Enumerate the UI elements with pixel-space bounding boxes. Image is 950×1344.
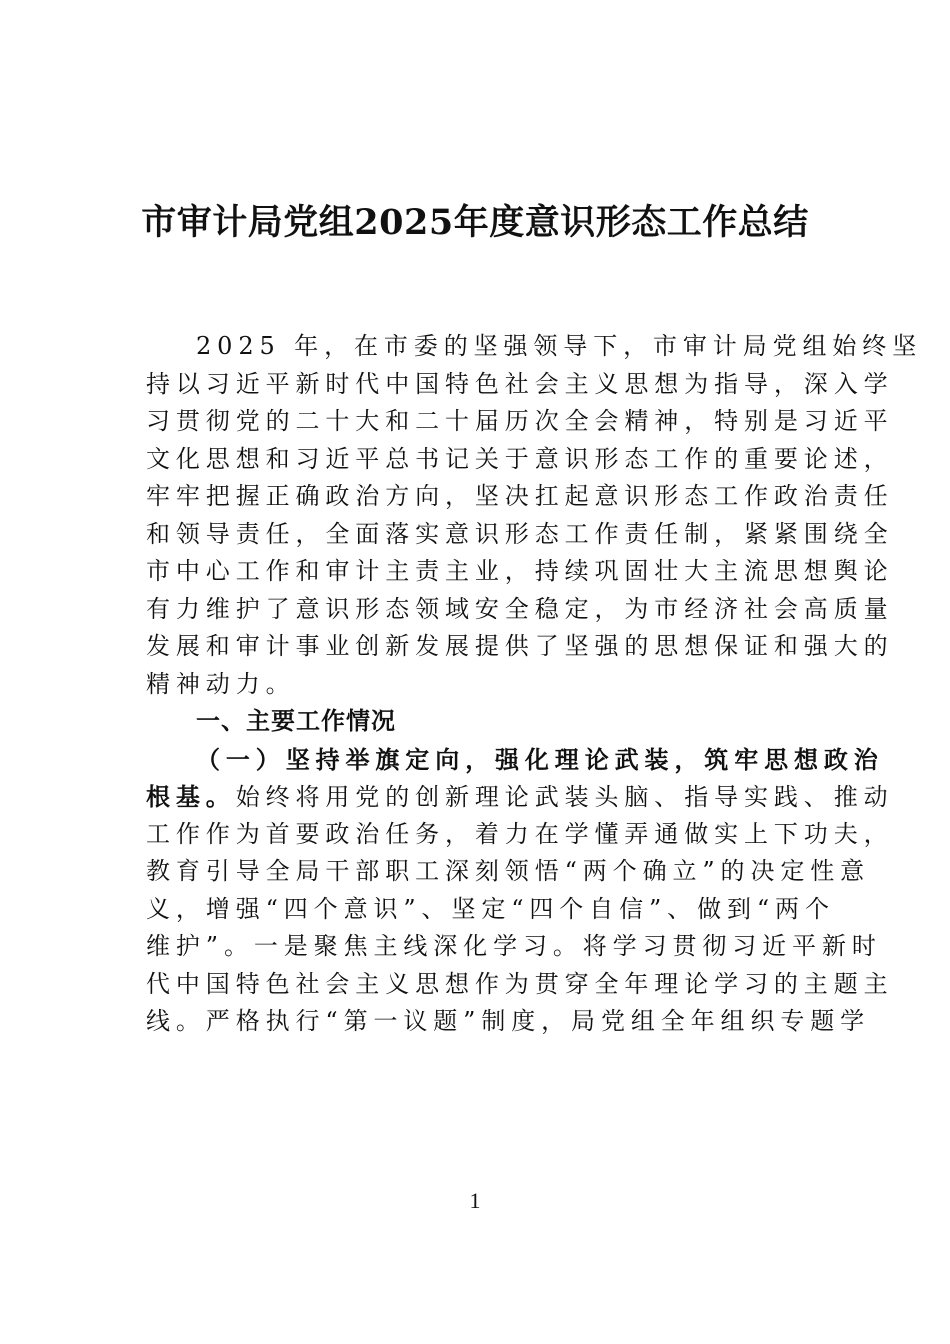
paragraph-line: 文化思想和习近平总书记关于意识形态工作的重要论述， <box>146 444 894 473</box>
paragraph-line: 义，增强“四个意识”、坚定“四个自信”、做到“两个 <box>146 894 835 923</box>
paragraph-line: 和领导责任，全面落实意识形态工作责任制，紧紧围绕全 <box>146 519 894 548</box>
paragraph-line: 维护”。一是聚焦主线深化学习。将学习贯彻习近平新时 <box>146 932 882 960</box>
paragraph-line: 市中心工作和审计主责主业，持续巩固壮大主流思想舆论 <box>146 557 894 585</box>
paragraph-line: 牢牢把握正确政治方向，坚决扛起意识形态工作政治责任 <box>146 482 894 510</box>
paragraph-line: 习贯彻党的二十大和二十届历次全会精神，特别是习近平 <box>146 407 894 435</box>
paragraph-line: 工作作为首要政治任务，着力在学懂弄通做实上下功夫， <box>146 819 894 848</box>
paragraph-line: 教育引导全局干部职工深刻领悟“两个确立”的决定性意 <box>146 857 871 885</box>
paragraph-line: 线。严格执行“第一议题”制度，局党组全年组织专题学 <box>146 1007 871 1035</box>
paragraph-line <box>146 778 894 816</box>
paragraph-line: 发展和审计事业创新发展提供了坚强的思想保证和强大的 <box>146 632 894 660</box>
paragraph-line: 持以习近平新时代中国特色社会主义思想为指导，深入学 <box>146 369 894 398</box>
subsection-heading: （一）坚持举旗定向，强化理论武装，筑牢思想政治 <box>196 744 884 774</box>
paragraph-text: 始终将用党的创新理论武装头脑、指导实践、推动 <box>235 783 894 811</box>
subsection-heading-end: 根基。 <box>146 782 236 811</box>
paragraph-line: 2025 年，在市委的坚强领导下，市审计局党组始终坚 <box>196 332 923 360</box>
paragraph-line: 有力维护了意识形态领域安全稳定，为市经济社会高质量 <box>146 594 894 623</box>
document-title: 市审计局党组2025年度意识形态工作总结 <box>141 202 809 243</box>
section-heading: 一、主要工作情况 <box>196 707 396 735</box>
paragraph-line: 代中国特色社会主义思想作为贯穿全年理论学习的主题主 <box>146 969 894 998</box>
paragraph-line: 精神动力。 <box>146 669 296 698</box>
document-body <box>146 328 923 1041</box>
page-number: 1 <box>469 1188 481 1213</box>
